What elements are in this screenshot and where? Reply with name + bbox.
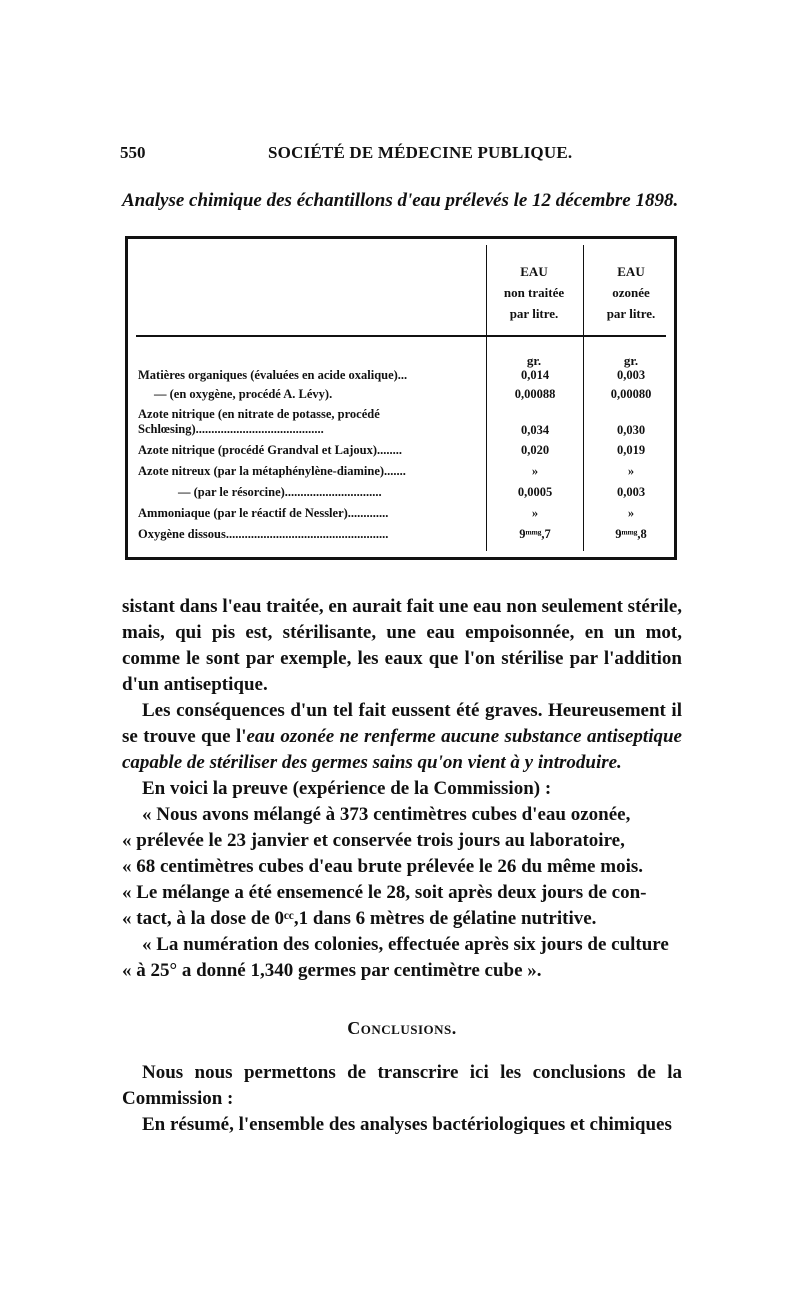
value-ozonated: 0,019	[616, 443, 646, 457]
quote-line: « 68 centimètres cubes d'eau brute prélevée le 26 du même mois.	[122, 856, 643, 877]
running-title: SOCIÉTÉ DE MÉDECINE PUBLIQUE.	[268, 143, 573, 162]
quote-line: « prélevée le 23 janvier et conservée trois jours au laboratoire,	[122, 830, 625, 851]
column-header-untreated	[489, 261, 579, 324]
page-header	[120, 143, 680, 169]
header-rule	[136, 335, 666, 337]
column-header-line: par litre.	[509, 306, 559, 321]
column-divider	[583, 245, 584, 551]
value-ozonated: 0,030	[616, 423, 646, 437]
row-label: Azote nitrique (en nitrate de potasse, procédé Schlœsing).........................................	[138, 407, 380, 436]
column-divider	[486, 245, 487, 551]
section-heading: Conclusions.	[347, 1018, 457, 1038]
quote-line: « La numération des colonies, effectuée après six jours de culture	[142, 934, 669, 955]
conclusions-text	[122, 1060, 682, 1138]
value-ozonated: »	[627, 506, 635, 520]
paragraph: En résumé, l'ensemble des analyses bactériologiques et chimiques	[142, 1114, 672, 1135]
paragraph: En voici la preuve (expérience de la Commission) :	[142, 778, 552, 799]
paragraph: sistant dans l'eau traitée, en aurait fait une eau non seulement stérile, mais, qui pis est, stérilisante, une eau empoisonnée, en un mot, comme le sont par exemple, les eaux que l'on stérilise par l'addition d'un antiseptique.	[122, 596, 682, 695]
emphasized-text: eau ozonée ne renferme aucune substance antiseptique capable de stériliser des germes sains qu'on vient à y introduire.	[122, 726, 682, 773]
quote-line: « Nous avons mélangé à 373 centimètres cubes d'eau ozonée,	[142, 804, 631, 825]
quote-line: « à 25° a donné 1,340 germes par centimètre cube ».	[122, 960, 542, 981]
value-untreated: »	[531, 506, 539, 520]
value-ozonated: 9ᵐᵐᵍ,8	[615, 527, 647, 541]
column-header-ozonated	[586, 261, 676, 324]
column-header-line: non traitée	[503, 285, 565, 300]
quote-line: « tact, à la dose de 0ᶜᶜ,1 dans 6 mètres de gélatine nutritive.	[122, 908, 597, 929]
unit-label: gr.	[623, 353, 639, 368]
column-header-line: EAU	[617, 264, 645, 279]
column-header-line: ozonée	[612, 285, 650, 300]
table-row	[138, 407, 668, 439]
paragraph	[122, 698, 682, 776]
value-untreated: 0,020	[520, 443, 550, 457]
row-label: Oxygène dissous....................................................	[138, 527, 389, 541]
value-untreated: 0,0005	[517, 485, 553, 499]
value-untreated: »	[531, 464, 539, 478]
row-label: — (par le résorcine)...............................	[178, 485, 382, 499]
value-untreated: 9ᵐᵐᵍ,7	[519, 527, 551, 541]
column-header-line: EAU	[520, 264, 548, 279]
value-ozonated: 0,00080	[610, 387, 652, 401]
unit-label: gr.	[526, 353, 542, 368]
value-untreated: 0,00088	[514, 387, 556, 401]
row-label: Matières organiques (évaluées en acide oxalique)...	[138, 368, 408, 382]
row-label: Azote nitrique (procédé Grandval et Lajoux)........	[138, 443, 402, 457]
row-label: Ammoniaque (par le réactif de Nessler).............	[138, 506, 389, 520]
quote-line: « Le mélange a été ensemencé le 28, soit après deux jours de con-	[122, 882, 647, 903]
value-untreated: 0,014	[520, 368, 550, 382]
value-untreated: 0,034	[520, 423, 550, 437]
body-text	[122, 594, 682, 984]
column-header-line: par litre.	[606, 306, 656, 321]
row-label: — (en oxygène, procédé A. Lévy).	[154, 387, 333, 401]
value-ozonated: 0,003	[616, 485, 646, 499]
value-ozonated: 0,003	[616, 368, 646, 382]
page-number: 550	[120, 143, 146, 162]
table-caption: Analyse chimique des échantillons d'eau prélevés le 12 décembre 1898.	[122, 190, 679, 211]
paragraph-text: Les conséquences d'un tel fait eussent été graves. Heureusement il se trouve que l'	[122, 700, 682, 747]
value-ozonated: »	[627, 464, 635, 478]
row-label: Azote nitreux (par la métaphénylène-diamine).......	[138, 464, 406, 478]
analysis-table	[125, 236, 677, 560]
paragraph: Nous nous permettons de transcrire ici les conclusions de la Commission :	[122, 1062, 682, 1109]
